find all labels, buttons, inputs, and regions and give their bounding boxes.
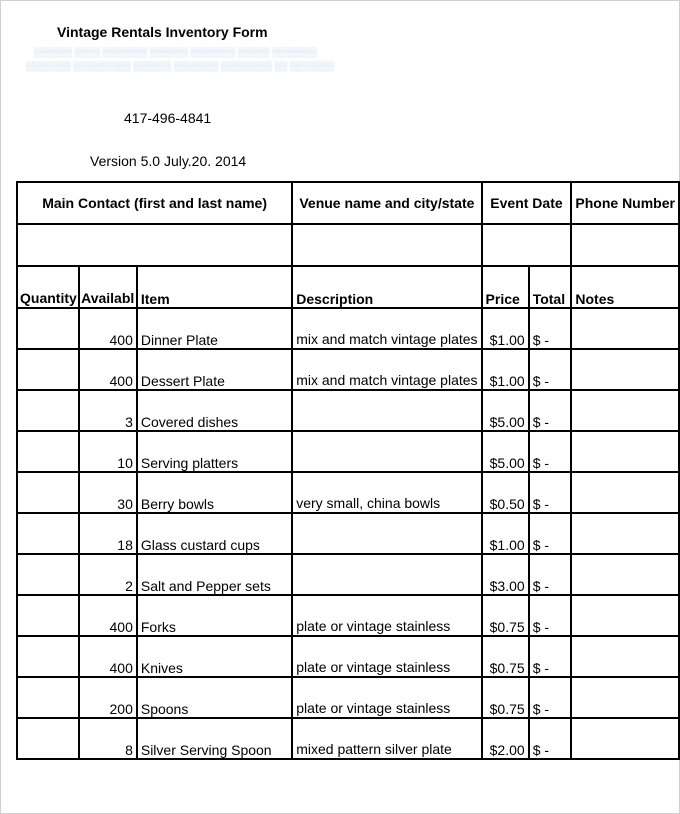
description-cell: mix and match vintage plates — [292, 308, 481, 349]
form-title: Vintage Rentals Inventory Form — [57, 24, 268, 40]
contact-phone: 417-496-4841 — [124, 110, 212, 126]
watermark-text: ▒▒▒▒▒▒ ▒▒▒▒ ▒▒▒▒▒▒▒ ▒▒▒▒▒▒ ▒▒▒▒▒▒▒ ▒▒▒▒▒ ▒▒▒▒▒▒▒ — [34, 47, 317, 57]
item-cell: Serving platters — [137, 431, 292, 472]
contact-entry-row — [17, 224, 679, 266]
available-cell: 10 — [79, 431, 137, 472]
description-cell — [292, 390, 481, 431]
price-cell: $0.75 — [482, 595, 529, 636]
total-cell: $ - — [529, 472, 572, 513]
total-cell: $ - — [529, 554, 572, 595]
item-cell: Spoons — [137, 677, 292, 718]
notes-cell[interactable] — [571, 513, 679, 554]
notes-cell[interactable] — [571, 349, 679, 390]
phone-number-field[interactable] — [571, 224, 679, 266]
description-cell: plate or vintage stainless — [292, 636, 481, 677]
table-row — [17, 513, 679, 554]
available-header: Availabl — [79, 266, 137, 308]
total-cell: $ - — [529, 595, 572, 636]
notes-header: Notes — [571, 266, 679, 308]
total-cell: $ - — [529, 431, 572, 472]
quantity-cell[interactable] — [17, 718, 79, 759]
table-row — [17, 308, 679, 349]
price-cell: $3.00 — [482, 554, 529, 595]
phone-number-header: Phone Number — [571, 182, 679, 224]
main-contact-header: Main Contact (first and last name) — [17, 182, 292, 224]
quantity-cell[interactable] — [17, 390, 79, 431]
notes-cell[interactable] — [571, 472, 679, 513]
item-cell: Silver Serving Spoon — [137, 718, 292, 759]
price-cell: $0.50 — [482, 472, 529, 513]
available-cell: 30 — [79, 472, 137, 513]
total-header: Total — [529, 266, 572, 308]
table-row — [17, 390, 679, 431]
quantity-cell[interactable] — [17, 513, 79, 554]
description-cell — [292, 431, 481, 472]
notes-cell[interactable] — [571, 595, 679, 636]
available-cell: 400 — [79, 636, 137, 677]
table-row — [17, 677, 679, 718]
table-row — [17, 636, 679, 677]
price-cell: $1.00 — [482, 349, 529, 390]
venue-field[interactable] — [292, 224, 481, 266]
total-cell: $ - — [529, 513, 572, 554]
item-cell: Dinner Plate — [137, 308, 292, 349]
item-cell: Glass custard cups — [137, 513, 292, 554]
contact-header-row — [17, 182, 679, 224]
watermark-text: ▒▒▒▒▒▒▒ ▒▒▒▒▒▒▒▒▒ ▒▒▒▒▒▒ ▒▒▒▒▒▒▒ ▒▒▒▒▒▒▒▒ ▒▒ ▒▒▒▒▒▒▒ — [26, 61, 335, 71]
table-row — [17, 595, 679, 636]
price-cell: $2.00 — [482, 718, 529, 759]
notes-cell[interactable] — [571, 554, 679, 595]
available-cell: 2 — [79, 554, 137, 595]
table-row — [17, 349, 679, 390]
description-header: Description — [292, 266, 481, 308]
item-cell: Forks — [137, 595, 292, 636]
item-cell: Dessert Plate — [137, 349, 292, 390]
description-cell: plate or vintage stainless — [292, 595, 481, 636]
notes-cell[interactable] — [571, 636, 679, 677]
main-contact-field[interactable] — [17, 224, 292, 266]
event-date-header: Event Date — [482, 182, 572, 224]
total-cell: $ - — [529, 390, 572, 431]
description-cell: mix and match vintage plates — [292, 349, 481, 390]
column-header-row — [17, 266, 679, 308]
available-cell: 400 — [79, 308, 137, 349]
available-cell: 3 — [79, 390, 137, 431]
table-row — [17, 554, 679, 595]
total-cell: $ - — [529, 636, 572, 677]
price-cell: $0.75 — [482, 636, 529, 677]
item-cell: Berry bowls — [137, 472, 292, 513]
total-cell: $ - — [529, 349, 572, 390]
notes-cell[interactable] — [571, 390, 679, 431]
description-cell: very small, china bowls — [292, 472, 481, 513]
available-cell: 18 — [79, 513, 137, 554]
event-date-field[interactable] — [482, 224, 572, 266]
description-cell: plate or vintage stainless — [292, 677, 481, 718]
item-cell: Knives — [137, 636, 292, 677]
total-cell: $ - — [529, 308, 572, 349]
notes-cell[interactable] — [571, 308, 679, 349]
table-row — [17, 718, 679, 759]
quantity-cell[interactable] — [17, 595, 79, 636]
item-cell: Covered dishes — [137, 390, 292, 431]
total-cell: $ - — [529, 718, 572, 759]
quantity-cell[interactable] — [17, 636, 79, 677]
quantity-cell[interactable] — [17, 677, 79, 718]
price-cell: $1.00 — [482, 308, 529, 349]
quantity-header: Quantity — [17, 266, 79, 308]
quantity-cell[interactable] — [17, 472, 79, 513]
total-cell: $ - — [529, 677, 572, 718]
price-cell: $5.00 — [482, 431, 529, 472]
description-cell — [292, 513, 481, 554]
price-header: Price — [482, 266, 529, 308]
notes-cell[interactable] — [571, 431, 679, 472]
item-header: Item — [137, 266, 292, 308]
table-row — [17, 431, 679, 472]
description-cell — [292, 554, 481, 595]
price-cell: $1.00 — [482, 513, 529, 554]
notes-cell[interactable] — [571, 677, 679, 718]
inventory-table — [16, 181, 680, 760]
venue-header: Venue name and city/state — [292, 182, 481, 224]
available-cell: 200 — [79, 677, 137, 718]
quantity-cell[interactable] — [17, 308, 79, 349]
available-cell: 400 — [79, 349, 137, 390]
quantity-cell[interactable] — [17, 554, 79, 595]
available-cell: 400 — [79, 595, 137, 636]
available-cell: 8 — [79, 718, 137, 759]
price-cell: $5.00 — [482, 390, 529, 431]
description-cell: mixed pattern silver plate — [292, 718, 481, 759]
item-cell: Salt and Pepper sets — [137, 554, 292, 595]
price-cell: $0.75 — [482, 677, 529, 718]
notes-cell[interactable] — [571, 718, 679, 759]
quantity-cell[interactable] — [17, 431, 79, 472]
quantity-cell[interactable] — [17, 349, 79, 390]
version-label: Version 5.0 July.20. 2014 — [90, 153, 247, 169]
table-row — [17, 472, 679, 513]
